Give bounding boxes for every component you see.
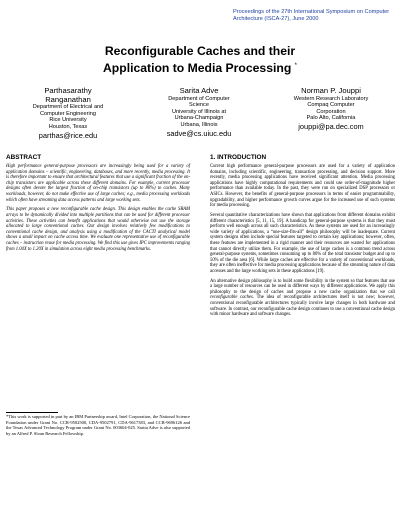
introduction-text: . The idea of reconfigurable architectures itself is not new; however, conventional reconfigurable architectures typically involve large changes in both hardware and software. In contrast, our reconfigurable cache design continues to use a conventional cache design with minor hardware and software changes.	[210, 295, 395, 318]
abstract-heading: ABSTRACT	[6, 154, 42, 161]
introduction-body	[210, 164, 395, 322]
author-email: sadve@cs.uiuc.edu	[166, 128, 232, 138]
author-affiliation: Department of Computer	[168, 95, 230, 102]
author-affiliation: Palo Alto, California	[306, 115, 356, 122]
introduction-paragraph: Current high performance general-purpose processors are used for a variety of application domains, including scientific, engineering, transaction processing, and decision support. More recently, media processing applications have received significant attention. Media processing applications have highly computational requirements and could use order-of-magnitude higher performance than available today. In the past, they were run on specialized DSP processors or ASICs. However, the benefits of general-purpose processors in terms of easier programmability, upgradability, and higher performance growth curves argue for the increased use of such systems for media processing.	[210, 164, 395, 209]
abstract-paragraph: This paper proposes a new reconfigurable cache design. This design enables the cache SRAM arrays to be dynamically divided into multiple partitions that can be used for different processor activities. These activities can benefit applications that would otherwise not use the storage allocated to large conventional caches. Our design involves relatively few modifications to conventional cache design, and analysis using a modification of the CACTI analytical model shows a small impact on cache access time. We evaluate one representative use of reconfigurable caches – instruction reuse for media processing. We find this use gives IPC improvements ranging from 1.04X to 1.20X in simulation across eight media processing benchmarks.	[6, 207, 190, 252]
author-name: Sarita Adve	[179, 86, 219, 95]
author-affiliation: Houston, Texas	[48, 123, 88, 130]
author-affiliation: Corporation	[316, 108, 346, 115]
proceedings-header: Proceedings of the 27th International Symposium on Computer Architecture (ISCA-27), June 2000	[233, 9, 390, 22]
introduction-paragraph: Several quantitative characterizations have shown that applications from different domains exhibit different characteristics [5, 11, 15, 19]. A handicap for general-purpose systems is that they must perform well enough across all such characteristics. As these systems are used for an increasingly wide variety of applications, a “one-size-fits-all” design philosophy will be inadequate. Current system designs often include special features targeted to certain key applications; however, often, these features are implemented in a rigid manner and their resources are wasted for applications that cannot directly utilize them. For example, the use of large caches is a common trend across general-purpose systems, sometimes consuming up to 80% of the total transistor budget and up to 50% of the die area [6]. While large caches are effective for a variety of conventional workloads, they are often ineffective for media processing applications because of the streaming nature of data accesses and the large working sets in these applications [19].	[210, 212, 395, 274]
author-affiliation: Science	[189, 102, 209, 109]
abstract-paragraph: High performance general-purpose processors are increasingly being used for a variety of application domains – scientific, engineering, databases, and more recently, media processing. It is therefore important to ensure that architectural features that use a significant fraction of the on-chip transistors are applicable across these different domains. For example, current processor designs often devote the largest fraction of on-chip transistors (up to 80%) to caches. Many workloads, however, do not make effective use of large caches; e.g., media processing workloads which often have streaming data access patterns and large working sets.	[6, 164, 190, 203]
footnote-rule	[6, 412, 58, 413]
title-line-1: Reconfigurable Caches and their	[104, 44, 296, 58]
author-ranganathan	[6, 87, 130, 141]
introduction-text: An alternative design philosophy is to build some flexibility in the system so that features that use a large number of resources can be used in different ways by different applications. We apply this philosophy to the design of caches and propose a new cache organization that we call	[210, 278, 395, 295]
author-name: Norman P. Jouppi	[301, 86, 361, 95]
author-name: Parthasarathy	[44, 86, 92, 95]
author-email: parthas@rice.edu	[38, 130, 98, 140]
author-adve	[134, 87, 264, 139]
author-affiliation: University of Illinois at	[171, 108, 227, 115]
introduction-emphasis: reconfigurable caches	[210, 295, 253, 301]
author-email: jouppi@pa.dec.com	[298, 121, 364, 131]
paper-title	[0, 44, 400, 76]
author-affiliation: Western Research Laboratory	[293, 95, 369, 102]
author-jouppi	[268, 87, 394, 132]
title-footnote-mark: *	[294, 63, 297, 69]
footnote: *This work is supported in part by an IBM Partnership award, Intel Corporation, the National Science Foundation under Grant No. CCR-9502500, CDA-9502791, CDA-9617383, and CCR-9696126 and the Texas Advanced Technology Program under Grant No. 003604-025. Sarita Adve is also supported by an Alfred P. Sloan Research Fellowship.	[6, 414, 190, 436]
author-affiliation: Urbana-Champaign	[174, 115, 224, 122]
title-line-2: Application to Media Processing	[103, 61, 292, 76]
author-affiliation: Department of Electrical and	[32, 104, 104, 111]
abstract-body	[6, 164, 190, 256]
author-affiliation: Compaq Computer	[307, 102, 355, 109]
author-affiliation: Rice University	[49, 117, 87, 124]
author-affiliation: Computer Engineering	[40, 110, 96, 117]
author-affiliation: Urbana, Illinois	[180, 121, 218, 128]
introduction-heading: 1. INTRODUCTION	[210, 154, 267, 161]
introduction-paragraph	[210, 279, 395, 318]
author-name: Ranganathan	[45, 94, 91, 104]
